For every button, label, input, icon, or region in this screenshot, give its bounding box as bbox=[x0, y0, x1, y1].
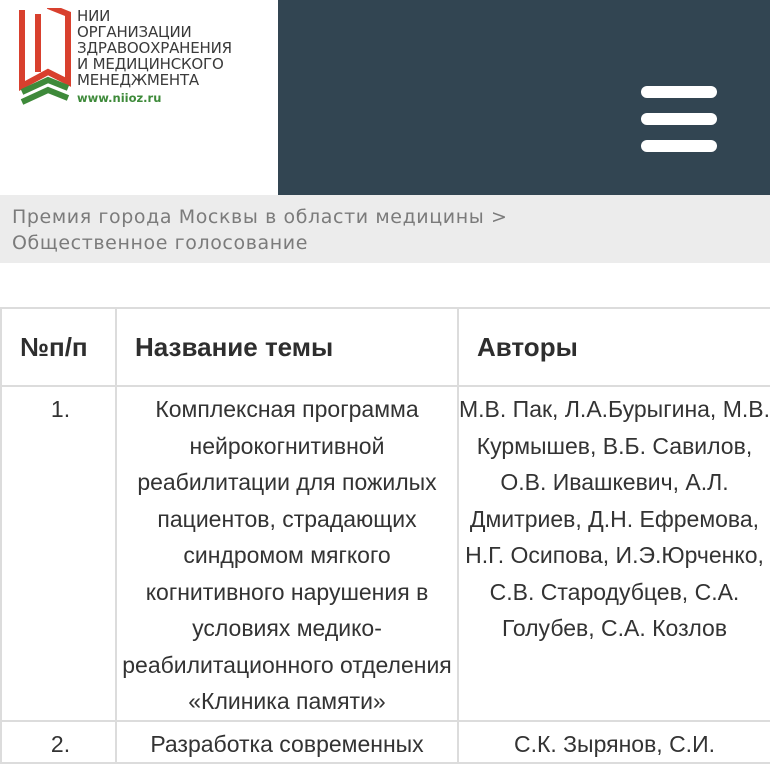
logo-line: НИИ bbox=[77, 7, 111, 25]
voting-table bbox=[0, 307, 770, 764]
breadcrumb-parent-link[interactable]: Премия города Москвы в области медицины bbox=[12, 206, 485, 228]
table-header-row bbox=[1, 308, 770, 386]
row-title: Разработка современных bbox=[116, 721, 458, 764]
breadcrumb bbox=[0, 195, 770, 263]
logo-line: ОРГАНИЗАЦИИ bbox=[77, 23, 192, 41]
table-row bbox=[1, 386, 770, 721]
breadcrumb-separator: > bbox=[491, 206, 508, 228]
row-number: 1. bbox=[1, 386, 116, 721]
nav-bar bbox=[278, 0, 770, 195]
logo-line: ЗДРАВООХРАНЕНИЯ bbox=[77, 39, 232, 57]
logo-line: МЕНЕДЖМЕНТА bbox=[77, 71, 199, 89]
row-number: 2. bbox=[1, 721, 116, 764]
breadcrumb-current: Общественное голосование bbox=[12, 232, 309, 254]
table-row bbox=[1, 721, 770, 764]
row-authors: М.В. Пак, Л.А.Бурыгина, М.В. Курмышев, В.Б. Савилов, О.В. Ивашкевич, А.Л. Дмитриев, Д.Н. Ефремова, Н.Г. Осипова, И.Э.Юрченко, С.В. Стародубцев, С.А. Голубев, С.А. Козлов bbox=[458, 386, 770, 721]
logo-line: И МЕДИЦИНСКОГО bbox=[77, 55, 224, 73]
logo[interactable] bbox=[0, 0, 278, 195]
logo-book-icon bbox=[18, 8, 72, 106]
row-title: Комплексная программа нейрокогнитивной реабилитации для пожилых пациентов, страдающих синдромом мягкого когнитивного нарушения в условиях медико-реабилитационного отделения «Клиника памяти» bbox=[116, 386, 458, 721]
column-header-authors: Авторы bbox=[458, 308, 770, 386]
logo-url: www.niioz.ru bbox=[77, 91, 162, 105]
hamburger-menu-icon[interactable] bbox=[641, 86, 717, 156]
logo-text bbox=[77, 8, 277, 105]
column-header-title: Название темы bbox=[116, 308, 458, 386]
site-header bbox=[0, 0, 770, 195]
column-header-num: №п/п bbox=[1, 308, 116, 386]
row-authors: С.К. Зырянов, С.И. bbox=[458, 721, 770, 764]
